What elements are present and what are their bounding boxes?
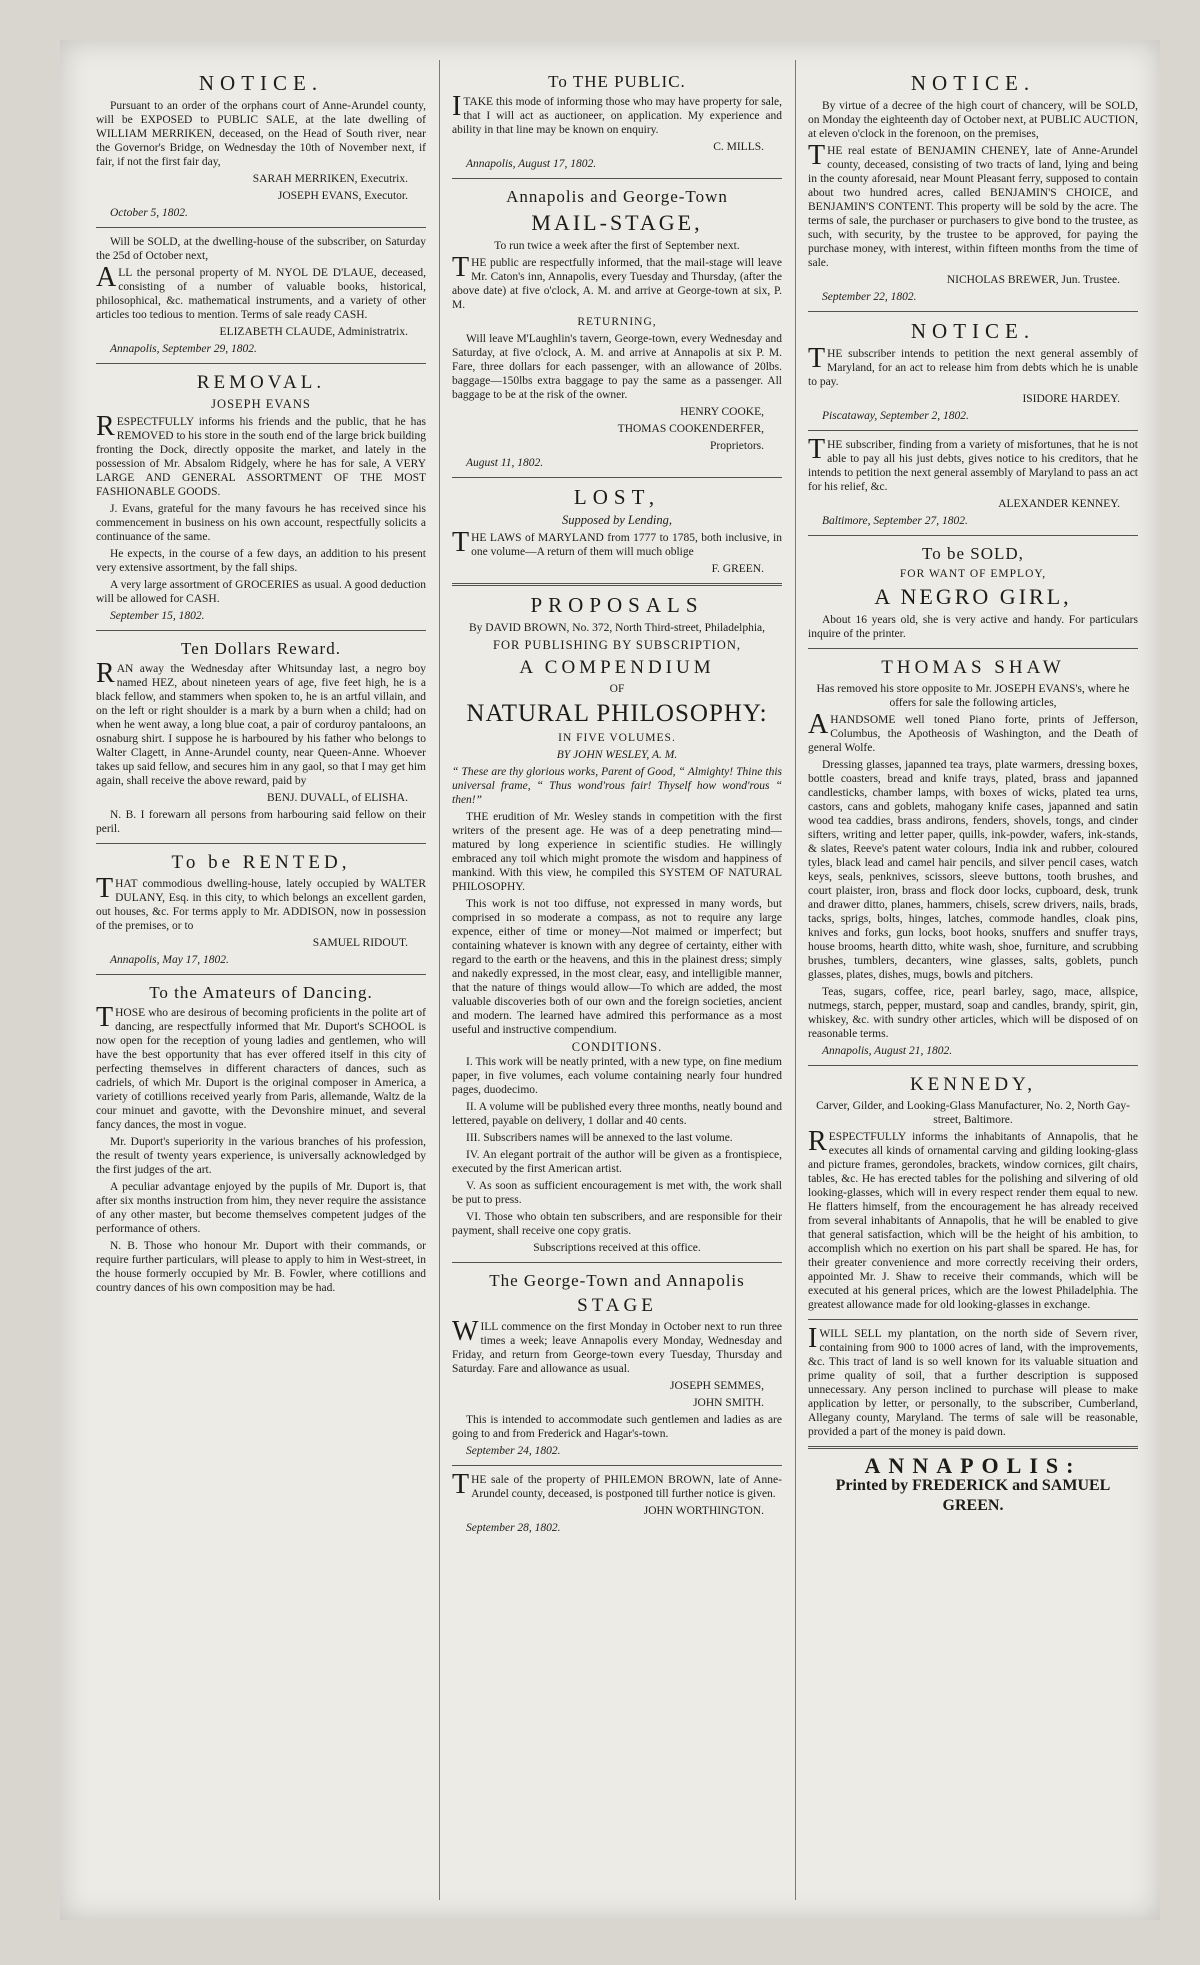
ad-heading: THOMAS SHAW — [881, 657, 1065, 678]
ad-signature: ELIZABETH CLAUDE, Administratrix. — [219, 326, 408, 338]
ad-intro: By virtue of a decree of the high court of chancery, will be SOLD, on Monday the eighteenth day of October next, at PUBLIC AUCTION, at eleven o'clock in the forenoon, on the premises, — [808, 100, 1138, 140]
ad-heading: MAIL-STAGE, — [531, 210, 703, 235]
conditions-heading: CONDITIONS. — [571, 1040, 663, 1054]
ad-name: JOSEPH EVANS — [211, 397, 311, 411]
ad-body: WILL commence on the first Monday in October next to run three times a week; leave Annapolis every Monday, Wednesday and Friday, and return from George-town every Tuesday, Thursday and Saturday. Fare and allowance as usual. — [452, 1316, 782, 1375]
ad-body: This work is not too diffuse, not expressed in many words, but comprised in so moderate a compass, as not to require any large expence, either of time or money—Not maimed or imperfect; but containing whatever is known with any degree of certainty, either with regard to the earth or the heavens, and this in the plainest dress; simply and nakedly expressed, in the most clear, easy, and intelligible manner, that the nature of things would allow—To which are added, the most valuable discoveries both of our own and the foreign societies, ancient and modern. The learned have admired this performance as a most useful and instructive compendium. — [452, 898, 782, 1036]
ad-date: Annapolis, August 21, 1802. — [822, 1045, 953, 1057]
imprint — [808, 1453, 1138, 1516]
ad-heading: The George-Town and Annapolis — [489, 1271, 745, 1290]
imprint-place: ANNAPOLIS: — [864, 1453, 1082, 1478]
ad-body: THE public are respectfully informed, that the mail-stage will leave Mr. Caton's inn, Annapolis, every Tuesday and Thursday, (after the above date) at five o'clock, A. M. and arrive at George-town at six, P. M. — [452, 252, 782, 311]
ad-signature: SAMUEL RIDOUT. — [312, 937, 408, 949]
ad-heading: KENNEDY, — [909, 1074, 1037, 1095]
ad-body: RAN away the Wednesday after Whitsunday last, a negro boy named HEZ, about nineteen years of age, five feet high, he is a black fellow, and stammers when spoken to, he is an artful villain, and on the left or right shoulder is a mark by a burn when a child; had on when he went away, a long blue coat, a pair of corduroy pantaloons, an osnaburg shirt. I suppose he is harboured by his father who belongs to Walter Clagett, in Anne-Arundel county, near Queen-Anne. Whoever takes up said fellow, and secures him in any gaol, so that I may get him again, shall receive the above reward, paid by — [96, 658, 426, 787]
ad-subheading: Carver, Gilder, and Looking-Glass Manufacturer, No. 2, North Gay-street, Baltimore. — [816, 1100, 1130, 1126]
ad-signature: Proprietors. — [710, 440, 764, 452]
ad-body: Dressing glasses, japanned tea trays, plate warmers, dressing boxes, bottle coasters, bread and knife trays, plated, brass and japanned candlesticks, chamber lamps, with boxes of wicks, plated tea urns, castors, cans and goblets, mahogany knife cases, japanned and satin wood tea caddies, brass andirons, fenders, shovels, tongs, and cinder sifters, writing and letter paper, quills, ink-powder, wafers, ink-stands, & slates, Reeve's patent water colours, India ink and rubber, coloured tyles, black lead and camel hair pencils, and silver pencil cases, watch keys, seals, penknives, scissors, sleeve buttons, tooth brushes, and court plaister, iron, brass and flock door locks, cupboard, desk, trunk and drawer ditto, planes, hammers, chisels, screw drivers, nails, brads, tacks, sprigs, bolts, hinges, latches, commode handles, cloak pins, knives and forks, gun locks, boot hooks, snuffers and snuffer trays, house brooms, hearth ditto, white wash, shoe, furniture, and scrubbing brushes, tumblers, decanters, wine glasses, salts, goblets, punch glasses, plates, dishes, mugs, bowls and pitchers. — [808, 759, 1138, 981]
ad-date: August 11, 1802. — [466, 457, 544, 469]
imprint-printer: Printed by FREDERICK and SAMUEL GREEN. — [835, 1477, 1111, 1514]
ad-body: Mr. Duport's superiority in the various branches of his profession, the result of twenty years experience, is universally acknowledged by the first judges of the art. — [96, 1136, 426, 1176]
ad-body: He expects, in the course of a few days, an addition to his present very extensive assortment, by the fall ships. — [96, 548, 426, 574]
ad-signature: JOSEPH SEMMES, — [670, 1380, 764, 1392]
ad-heading: Ten Dollars Reward. — [181, 639, 341, 658]
ad-body: THE subscriber, finding from a variety of misfortunes, that he is not able to pay all his just debts, gives notice to his creditors, that he intends to petition the next general assembly of Maryland to pass an act for his relief, &c. — [808, 434, 1138, 493]
ad-signature: BENJ. DUVALL, of ELISHA. — [267, 792, 408, 804]
ad-date: September 22, 1802. — [822, 291, 917, 303]
condition-item: IV. An elegant portrait of the author will be given as a frontispiece, executed by the first American artist. — [452, 1149, 782, 1175]
ad-subheading: RETURNING, — [577, 316, 657, 328]
ad-body: Teas, sugars, coffee, rice, pearl barley, sago, mace, allspice, nutmegs, starch, pepper, mustard, soap and candles, brandy, spirit, gin, whiskey, &c. with sundry other articles, which will be disposed of on reasonable terms. — [808, 986, 1138, 1040]
ad-heading: STAGE — [577, 1295, 657, 1316]
ad-signature: ISIDORE HARDEY. — [1022, 393, 1120, 405]
ad-signature: ALEXANDER KENNEY. — [998, 498, 1120, 510]
ad-body: THE erudition of Mr. Wesley stands in competition with the first writers of the present age. He was of a deep penetrating mind—matured by long experience in scientific studies. He willingly embraced any toil which might promote the wisdom and happiness of mankind. With this view, he compiled this SYSTEM OF NATURAL PHILOSOPHY. — [452, 811, 782, 893]
ad-subheading: Supposed by Lending, — [561, 513, 673, 527]
ad-signature: JOHN WORTHINGTON. — [643, 1505, 764, 1517]
ad-body: ALL the personal property of M. NYOL DE D'LAUE, deceased, consisting of a number of valuable books, historical, philosophical, &c. mathematical instruments, and a variety of other articles too tedious to mention. Terms of sale ready CASH. — [96, 262, 426, 321]
ad-body: A very large assortment of GROCERIES as usual. A good deduction will be allowed for CASH. — [96, 579, 426, 605]
ad-subheading: To run twice a week after the first of September next. — [494, 240, 740, 252]
column-1 — [96, 68, 426, 1900]
ad-body: RESPECTFULLY informs his friends and the public, that he has REMOVED to his store in the south end of the large brick building fronting the Dock, directly opposite the market, and lately in the possession of Mr. Absalom Ridgely, where he has for sale, A VERY LARGE AND GENERAL ASSORTMENT OF THE MOST FASHIONABLE GOODS. — [96, 411, 426, 498]
ad-intro: Will be SOLD, at the dwelling-house of the subscriber, on Saturday the 25d of October next, — [96, 236, 426, 262]
ad-body: ITAKE this mode of informing those who may have property for sale, that I will act as auctioneer, on application. My experience and ability in that line may be known on enquiry. — [452, 91, 782, 136]
ad-signature: C. MILLS. — [713, 141, 764, 153]
ad-date: September 15, 1802. — [110, 610, 205, 622]
ad-heading: To THE PUBLIC. — [548, 72, 686, 91]
ad-date: Annapolis, May 17, 1802. — [110, 954, 229, 966]
ad-subheading: Has removed his store opposite to Mr. JOSEPH EVANS's, where he offers for sale the following articles, — [816, 683, 1130, 709]
ad-heading: LOST, — [573, 485, 661, 509]
newspaper-page — [60, 40, 1160, 1920]
ad-body: Pursuant to an order of the orphans court of Anne-Arundel county, will be EXPOSED to PUBLIC SALE, at the late dwelling of WILLIAM MERRIKEN, deceased, on the Head of South river, near the Governor's Bridge, on Wednesday the 10th of November next, if fair, if not the first fair day, — [96, 100, 426, 168]
ad-signature: JOSEPH EVANS, Executor. — [277, 190, 408, 202]
condition-item: I. This work will be neatly printed, with a new type, on fine medium paper, in five volumes, each volume containing nearly four hundred pages, duodecimo. — [452, 1056, 782, 1096]
ad-signature: THOMAS COOKENDERFER, — [617, 423, 764, 435]
ad-date: September 28, 1802. — [466, 1522, 561, 1534]
ad-heading: Annapolis and George-Town — [506, 187, 728, 206]
condition-item: V. As soon as sufficient encouragement is met with, the work shall be put to press. — [452, 1180, 782, 1206]
book-title: NATURAL PHILOSOPHY: — [466, 700, 768, 727]
ad-date: Baltimore, September 27, 1802. — [822, 515, 968, 527]
book-title: A COMPENDIUM — [519, 657, 715, 678]
ad-signature: JOHN SMITH. — [693, 1397, 764, 1409]
ad-heading: To be SOLD, — [922, 544, 1024, 563]
ad-heading: NOTICE. — [198, 71, 324, 95]
ad-note: This is intended to accommodate such gentlemen and ladies as are going to and from Frederick and Hagar's-town. — [452, 1414, 782, 1440]
ad-date: Piscataway, September 2, 1802. — [822, 410, 969, 422]
condition-item: II. A volume will be published every three months, neatly bound and lettered, payable on delivery, 1 dollar and 40 cents. — [452, 1101, 782, 1127]
book-volumes: IN FIVE VOLUMES. — [558, 732, 676, 744]
ad-signature: F. GREEN. — [711, 563, 764, 575]
ad-note: Subscriptions received at this office. — [533, 1242, 701, 1254]
ad-date: Annapolis, September 29, 1802. — [110, 343, 257, 355]
ad-body: RESPECTFULLY informs the inhabitants of Annapolis, that he executes all kinds of ornamental carving and gilding looking-glass and picture frames, gerondoles, brackets, window cornices, gilt chairs, tables, &c. He has erected tables for the polishing and silvering of old looking-glasses, which will in every respect render them equal to new. He flatters himself, from the encouragement he has already received from several inhabitants of Annapolis, that he will be enabled to give that general satisfaction, which will be the height of his ambition, to accomplish which no exertion on his part shall be spared. He has, for their greater convenience and more correctly receiving their orders, appointed Mr. J. Shaw to receive their commands, which will be executed at his general prices, which are the lowest Philadelphia. The greatest allowance made for old looking-glasses in exchange. — [808, 1126, 1138, 1311]
ad-body: THE subscriber intends to petition the next general assembly of Maryland, for an act to release him from debts which he is unable to pay. — [808, 343, 1138, 388]
book-author: BY JOHN WESLEY, A. M. — [556, 749, 678, 761]
ad-heading: PROPOSALS — [530, 593, 704, 617]
ad-body: THOSE who are desirous of becoming proficients in the polite art of dancing, are respectfully informed that Mr. Duport's SCHOOL is now open for the reception of young ladies and gentlemen, who will have the best opportunity that has ever offered itself in this city of perfecting themselves in different characters of dances, such as cadriels, of which Mr. Duport is the original composer in America, a variety of cotillions received yearly from Paris, allemande, Waltz de la cour minuet and gavotte, with the Devonshire minuet, and several fancy dances, the most in vogue. — [96, 1002, 426, 1131]
ad-subheading: FOR PUBLISHING BY SUBSCRIPTION, — [493, 638, 741, 652]
ad-subheading: By DAVID BROWN, No. 372, North Third-street, Philadelphia, — [469, 622, 765, 634]
ad-body: THAT commodious dwelling-house, lately occupied by WALTER DULANY, Esq. in this city, to which belongs an excellent garden, out houses, &c. For terms apply to Mr. ADDISON, now in possession of the premises, or to — [96, 873, 426, 932]
ad-body: A peculiar advantage enjoyed by the pupils of Mr. Duport is, that after six months instruction from him, they never require the assistance of any other master, but become themselves competent judges of the performance of others. — [96, 1181, 426, 1235]
column-divider — [795, 60, 796, 1900]
ad-note: N. B. Those who honour Mr. Duport with their commands, or require further particulars, will please to apply to him in West-street, in the house formerly occupied by Mr. B. Fowler, where cotillions and country dances of his own composition may be had. — [96, 1240, 426, 1294]
ad-heading: To the Amateurs of Dancing. — [149, 983, 373, 1002]
ad-body: Will leave M'Laughlin's tavern, George-town, every Wednesday and Saturday, at five o'clock, A. M. and arrive at Annapolis at six P. M. Fare, three dollars for each passenger, with an allowance of 20lbs. baggage—150lbs extra baggage to pay the same as a passenger. All baggage to be at the risk of the owner. — [452, 333, 782, 401]
column-3 — [808, 68, 1138, 1900]
column-2 — [452, 68, 782, 1900]
ad-heading: NOTICE. — [910, 319, 1036, 343]
ad-body: AHANDSOME well toned Piano forte, prints of Jefferson, Columbus, the Apotheosis of Washington, and the Death of general Wolfe. — [808, 709, 1138, 754]
book-title-of: OF — [609, 683, 625, 695]
ad-date: September 24, 1802. — [466, 1445, 561, 1457]
ad-date: Annapolis, August 17, 1802. — [466, 158, 597, 170]
ad-body: About 16 years old, she is very active and handy. For particulars inquire of the printer. — [808, 614, 1138, 640]
ad-body: THE real estate of BENJAMIN CHENEY, late of Anne-Arundel county, deceased, consisting of two tracts of land, lying and being in the county aforesaid, near Mount Pleasant ferry, supposed to contain about two hundred acres, called BENJAMIN'S CHOICE, and BENJAMIN'S CONTENT. This property will be sold by the acre. The terms of sale, the purchaser or purchasers to give bond to the trustee, as such, with security, by the trustee to be approved, for paying the purchase money, with interest, within fifteen months from the time of sale. — [808, 140, 1138, 269]
ad-body: J. Evans, grateful for the many favours he has received since his commencement in business on his own account, respectfully solicits a continuance of the same. — [96, 503, 426, 543]
ad-signature: NICHOLAS BREWER, Jun. Trustee. — [946, 274, 1120, 286]
ad-body: THE LAWS of MARYLAND from 1777 to 1785, both inclusive, in one volume—A return of them will much oblige — [452, 527, 782, 558]
ad-body: THE sale of the property of PHILEMON BROWN, late of Anne-Arundel county, deceased, is postponed till further notice is given. — [452, 1469, 782, 1500]
ad-body: IWILL SELL my plantation, on the north side of Severn river, containing from 900 to 1000 acres of land, with the improvements, &c. This tract of land is so well known for its valuable situation and prime quality of soil, that a further description is supposed unnecessary. Any person inclined to purchase will please to make application by letter, or personally, to the subscriber, Cumberland, Allegany county, Maryland. The terms of sale will be reasonable, provided a part of the money is paid down. — [808, 1323, 1138, 1438]
column-divider — [439, 60, 440, 1900]
ad-heading: NOTICE. — [910, 71, 1036, 95]
book-quote: “ These are thy glorious works, Parent of Good, “ Almighty! Thine this universal frame, “ Thus wond'rous fair! Thyself how wond'rous “ then!” — [452, 766, 782, 806]
ad-signature: SARAH MERRIKEN, Executrix. — [252, 173, 408, 185]
ad-heading: A NEGRO GIRL, — [874, 584, 1072, 609]
ad-heading: To be RENTED, — [171, 852, 351, 873]
condition-item: VI. Those who obtain ten subscribers, and are responsible for their payment, shall receive one copy gratis. — [452, 1211, 782, 1237]
ad-note: N. B. I forewarn all persons from harbouring said fellow on their peril. — [96, 809, 426, 835]
condition-item: III. Subscribers names will be annexed to the last volume. — [466, 1132, 733, 1144]
ad-signature: HENRY COOKE, — [680, 406, 764, 418]
ad-heading: REMOVAL. — [196, 372, 326, 393]
ad-date: October 5, 1802. — [110, 207, 188, 219]
ad-subheading: FOR WANT OF EMPLOY, — [899, 568, 1047, 580]
